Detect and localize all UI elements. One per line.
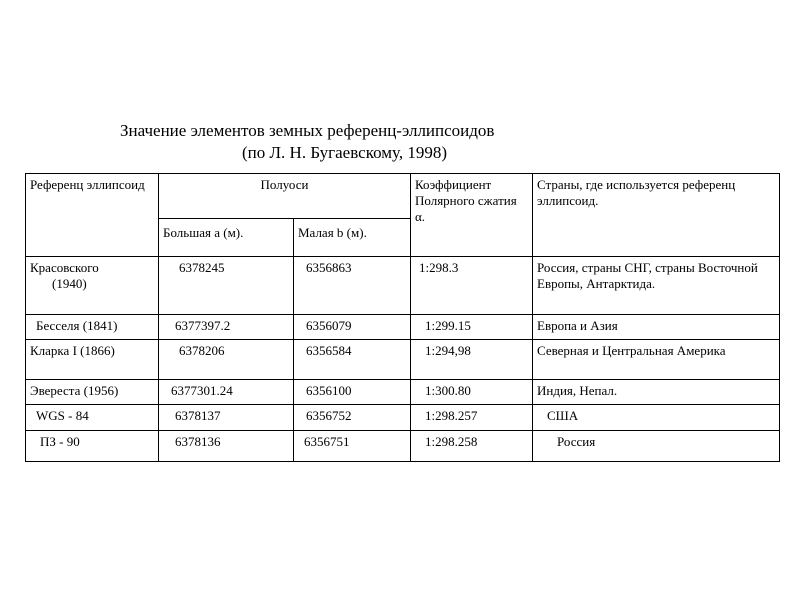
table-row [26, 257, 780, 315]
cell-major-axis: 6378137 [159, 405, 294, 431]
cell-countries: Европа и Азия [533, 315, 780, 340]
cell-minor-axis: 6356100 [294, 380, 411, 405]
cell-countries: Россия [533, 431, 780, 462]
cell-flattening: 1:298.3 [411, 257, 533, 315]
table-row [26, 380, 780, 405]
cell-ellipsoid-name: ПЗ - 90 [26, 431, 159, 462]
header-flattening: Коэффициент Полярного сжатия α. [411, 174, 533, 257]
cell-ellipsoid-name: Бесселя (1841) [26, 315, 159, 340]
cell-major-axis: 6378206 [159, 340, 294, 380]
cell-ellipsoid-name: Эвереста (1956) [26, 380, 159, 405]
cell-ellipsoid-name: Кларка I (1866) [26, 340, 159, 380]
table-row [26, 340, 780, 380]
cell-minor-axis: 6356751 [294, 431, 411, 462]
header-minor-axis: Малая b (м). [294, 219, 411, 257]
cell-flattening: 1:299.15 [411, 315, 533, 340]
header-countries: Страны, где используется референц эллипсоид. [533, 174, 780, 257]
table-subtitle: (по Л. Н. Бугаевскому, 1998) [242, 143, 447, 162]
table-title: Значение элементов земных референц-эллипсоидов [120, 121, 495, 140]
table-header-row [26, 174, 780, 219]
table-row [26, 431, 780, 462]
table-row [26, 315, 780, 340]
cell-countries: США [533, 405, 780, 431]
ellipsoid-name-line2: (1940) [52, 276, 87, 291]
cell-flattening: 1:300.80 [411, 380, 533, 405]
cell-flattening: 1:298.258 [411, 431, 533, 462]
header-major-axis: Большая a (м). [159, 219, 294, 257]
cell-minor-axis: 6356079 [294, 315, 411, 340]
reference-ellipsoids-table [25, 173, 780, 462]
cell-major-axis: 6378136 [159, 431, 294, 462]
cell-minor-axis: 6356584 [294, 340, 411, 380]
cell-minor-axis: 6356752 [294, 405, 411, 431]
header-ellipsoid: Референц эллипсоид [26, 174, 159, 257]
cell-minor-axis: 6356863 [294, 257, 411, 315]
cell-ellipsoid-name [26, 257, 159, 315]
cell-major-axis: 6377397.2 [159, 315, 294, 340]
cell-flattening: 1:294,98 [411, 340, 533, 380]
cell-countries: Северная и Центральная Америка [533, 340, 780, 380]
table-row [26, 405, 780, 431]
cell-major-axis: 6378245 [159, 257, 294, 315]
cell-major-axis: 6377301.24 [159, 380, 294, 405]
ellipsoid-name-line1: Красовского [30, 260, 99, 275]
cell-countries: Россия, страны СНГ, страны Восточной Европы, Антарктида. [533, 257, 780, 315]
cell-flattening: 1:298.257 [411, 405, 533, 431]
header-semi-axes: Полуоси [159, 174, 411, 219]
cell-ellipsoid-name: WGS - 84 [26, 405, 159, 431]
cell-countries: Индия, Непал. [533, 380, 780, 405]
